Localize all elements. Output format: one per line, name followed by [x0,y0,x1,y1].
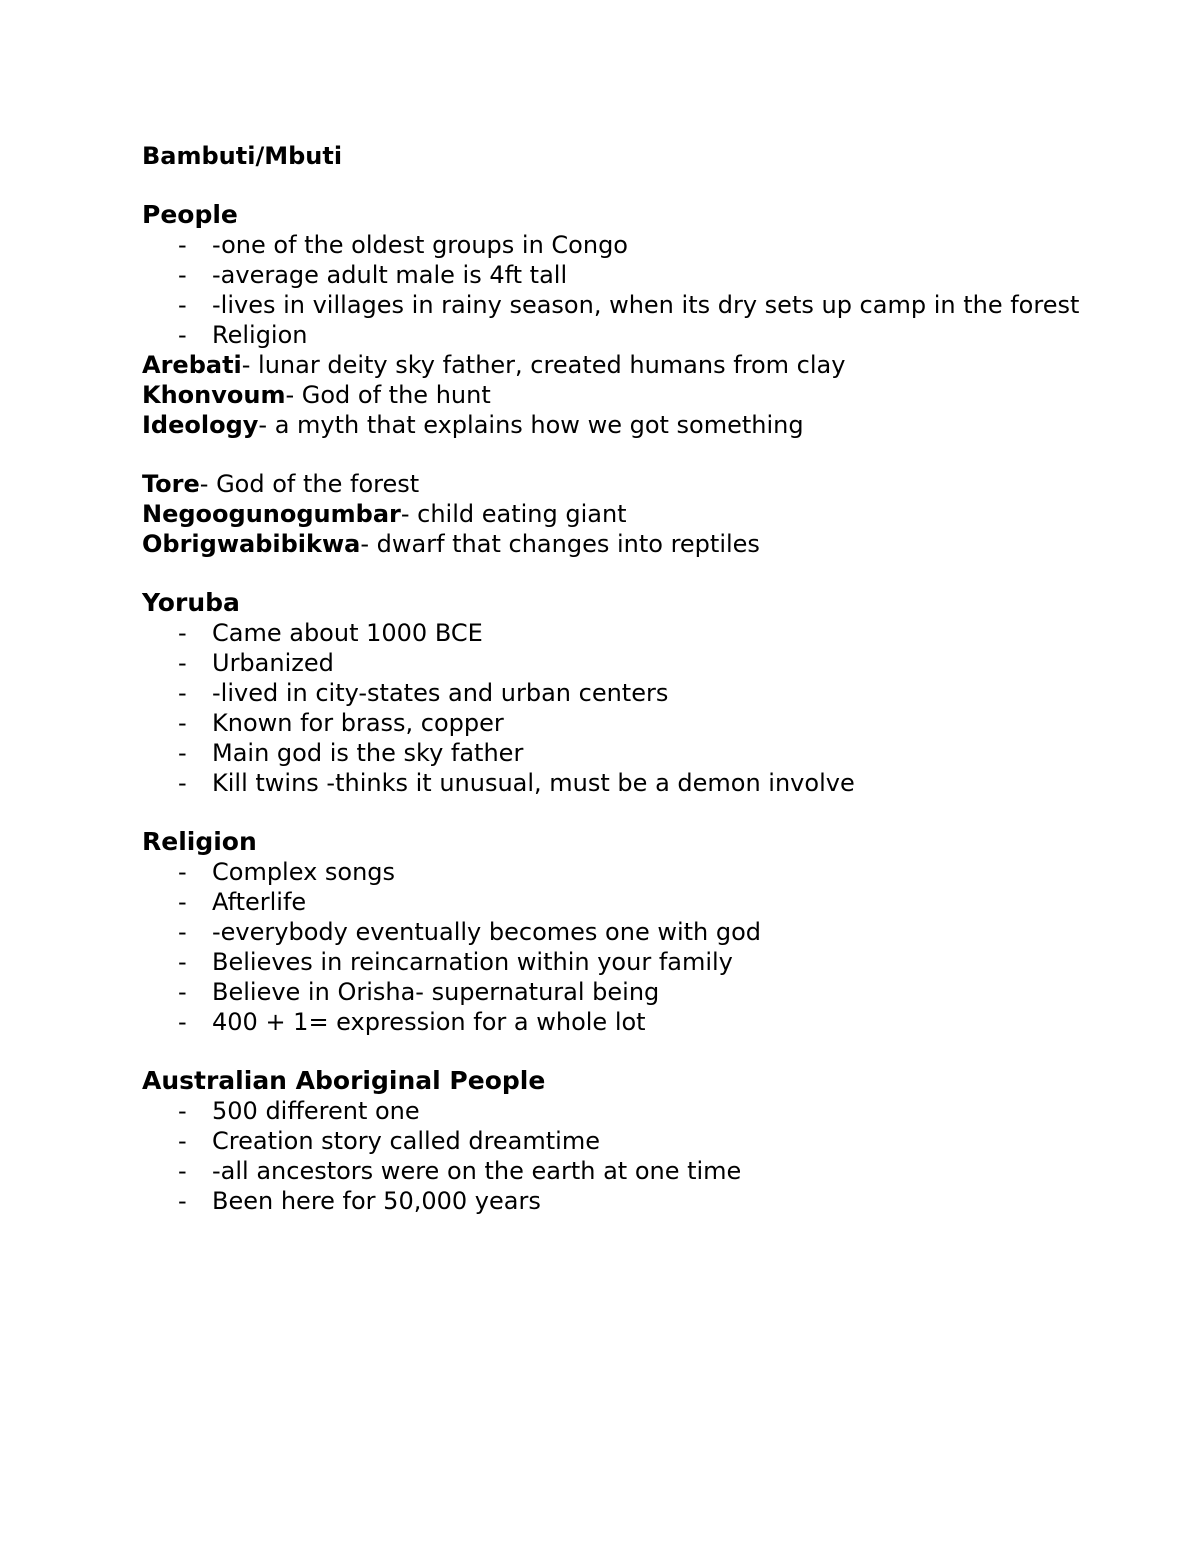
list-item: - -one of the oldest groups in Congo [178,231,628,259]
term: Obrigwabibikwa [142,530,361,558]
dash-bullet: - [178,1097,187,1125]
dash-bullet: - [178,261,187,289]
definition: - lunar deity sky father, created humans from clay [241,351,846,379]
list-item: - Came about 1000 BCE [178,619,483,647]
list-item: - Creation story called dreamtime [178,1127,600,1155]
definition: - dwarf that changes into reptiles [360,530,760,558]
list-item: - Been here for 50,000 years [178,1187,541,1215]
list-item: - Known for brass, copper [178,709,504,737]
list-item: - -lived in city-states and urban centers [178,679,669,707]
religion-list [142,857,1102,1037]
dash-bullet: - [178,1187,187,1215]
dash-bullet: - [178,231,187,259]
term: Tore [142,470,200,498]
dash-bullet: - [178,679,187,707]
religion-heading: Religion [142,827,257,856]
definition-khonvoum [142,380,1102,410]
list-item: - Urbanized [178,649,334,677]
list-item: - -all ancestors were on the earth at one time [178,1157,742,1185]
blank-line [142,1037,1102,1066]
definition-arebati [142,350,1102,380]
dash-bullet: - [178,948,187,976]
dash-bullet: - [178,709,187,737]
definition-ideology [142,410,1102,440]
definition: - child eating giant [400,500,627,528]
blank-line [142,559,1102,588]
yoruba-list [142,618,1102,798]
blank-line [142,798,1102,827]
dash-bullet: - [178,1008,187,1036]
list-item: - Main god is the sky father [178,739,524,767]
term: Negoogunogumbar [142,500,401,528]
list-item: - Believes in reincarnation within your family [178,948,733,976]
definition: - a myth that explains how we got something [258,411,804,439]
list-item: - Religion [178,321,308,349]
list-item: - -everybody eventually becomes one with god [178,918,762,946]
term: Khonvoum [142,381,286,409]
term: Ideology [142,411,259,439]
dash-bullet: - [178,619,187,647]
dash-bullet: - [178,1127,187,1155]
dash-bullet: - [178,769,187,797]
document-page [142,141,1102,1216]
people-list [142,230,1102,350]
dash-bullet: - [178,858,187,886]
list-item: - Complex songs [178,858,396,886]
list-item: - Believe in Orisha- supernatural being [178,978,660,1006]
definition: - God of the forest [199,470,420,498]
definition-obrigwabibikwa [142,529,1102,559]
dash-bullet: - [178,291,187,319]
aboriginal-heading: Australian Aboriginal People [142,1066,546,1095]
dash-bullet: - [178,918,187,946]
definition-tore [142,469,1102,499]
definition-negoogunogumbar [142,499,1102,529]
dash-bullet: - [178,739,187,767]
dash-bullet: - [178,888,187,916]
list-item: - -average adult male is 4ft tall [178,261,568,289]
document-title: Bambuti/Mbuti [142,142,343,170]
definition: - God of the hunt [285,381,491,409]
list-item: - -lives in villages in rainy season, when its dry sets up camp in the forest [178,291,1080,319]
blank-line [142,440,1102,469]
dash-bullet: - [178,1157,187,1185]
people-heading: People [142,200,238,229]
list-item: - Afterlife [178,888,307,916]
dash-bullet: - [178,321,187,349]
list-item: - 500 different one [178,1097,420,1125]
dash-bullet: - [178,649,187,677]
term: Arebati [142,351,242,379]
dash-bullet: - [178,978,187,1006]
list-item: - Kill twins -thinks it unusual, must be a demon involve [178,769,855,797]
yoruba-heading: Yoruba [142,588,240,617]
list-item: - 400 + 1= expression for a whole lot [178,1008,646,1036]
aboriginal-list [142,1096,1102,1216]
